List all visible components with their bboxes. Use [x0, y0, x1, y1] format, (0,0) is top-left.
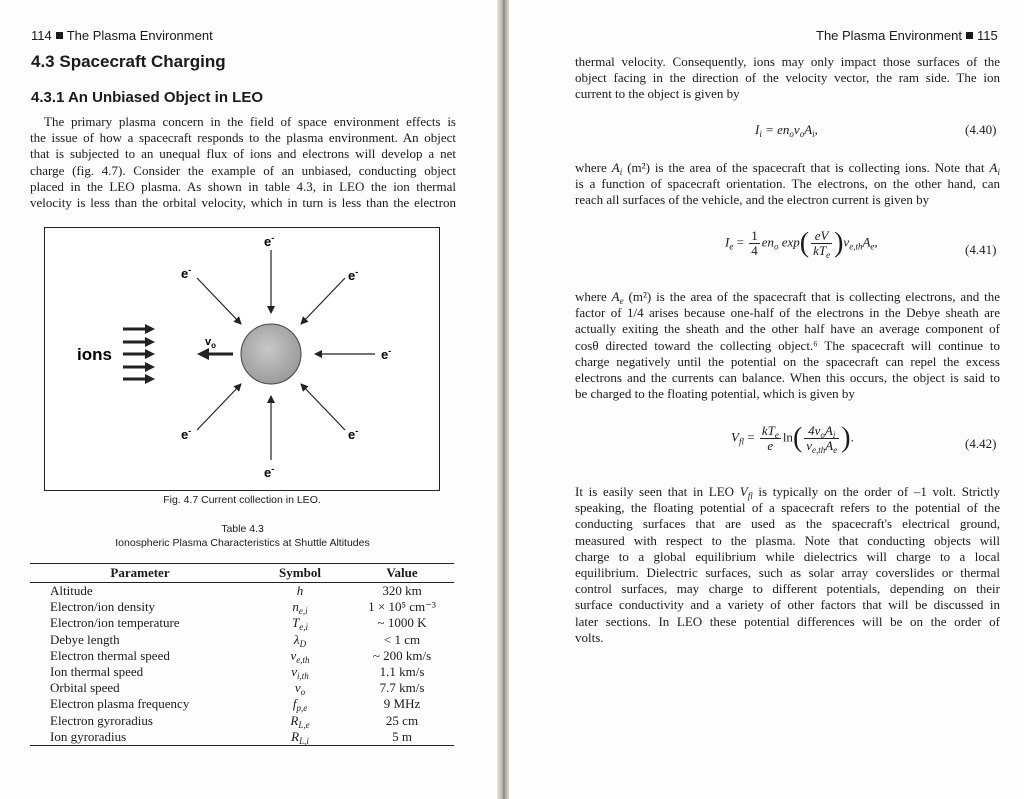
text-line: object facing in the direction of the velocity vector, the ram side. The ion	[575, 70, 1000, 86]
table-row	[30, 615, 454, 631]
parameter-cell: Debye length	[50, 631, 120, 647]
text-line: charge to a global equilibrium while dielectrics will charge to a local	[575, 548, 1000, 564]
electron-arrow-bottom-left	[197, 384, 241, 430]
column-header: Value	[350, 564, 454, 583]
value-cell: ~ 200 km/s	[372, 647, 432, 663]
electron-label-top: e-	[264, 233, 275, 249]
equation-number: (4.42)	[965, 436, 997, 451]
value-cell: 9 MHz	[383, 696, 421, 712]
paragraph-1	[575, 54, 1000, 103]
symbol-cell: $n_{e,i}$	[292, 599, 308, 617]
symbol-cell: $v_{e,th}$	[290, 647, 310, 665]
table-row	[30, 664, 454, 680]
text-line: placed in the LEO plasma. As shown in table 4.3, in LEO the ion thermal	[30, 178, 456, 194]
current-collection-diagram	[45, 228, 439, 490]
text-line: reach all surfaces of the vehicle, and the electron current is given by	[575, 192, 930, 208]
table-body	[30, 583, 454, 746]
equation-number: (4.41)	[965, 242, 997, 257]
figure-caption: Fig. 4.7 Current collection in LEO.	[163, 494, 321, 506]
paragraph-3	[575, 289, 1000, 402]
text-line: speaking, the floating potential of a spacecraft refers to the potential of the	[575, 500, 1000, 516]
velocity-arrow-head	[197, 348, 209, 360]
text-line: electrons and the currents can balance. When this occurs, the object is said to	[575, 369, 1000, 385]
figure-current-collection	[44, 227, 440, 491]
symbol-cell: $v_o$	[294, 680, 306, 698]
symbol-cell: $T_{e,i}$	[292, 615, 308, 633]
section-heading: 4.3 Spacecraft Charging	[31, 52, 226, 71]
ions-label: ions	[77, 345, 112, 364]
text-line: charge (fig. 4.7). Consider the example of an unbiased, conducting object	[30, 162, 456, 178]
text-line: current to the object is given by	[575, 86, 740, 102]
text-line: charge negatively until the potential on the spacecraft can repel the excess	[575, 353, 1000, 369]
velocity-label: $v_o$	[205, 336, 217, 350]
electron-label-bottom-right: e-	[348, 426, 359, 442]
parameter-cell: Electron gyroradius	[50, 712, 153, 728]
value-cell: 25 cm	[385, 712, 419, 728]
text-line: control surfaces, may charge to different potentials, depending on their	[575, 581, 1000, 597]
table-row	[30, 696, 454, 712]
text-line: the issue of how a spacecraft responds to the plasma environment. An object	[30, 130, 456, 146]
symbol-cell: $v_{i,th}$	[291, 664, 309, 682]
square-bullet-icon	[966, 32, 973, 39]
table-row	[30, 599, 454, 615]
equation-number: (4.40)	[965, 122, 997, 137]
left-running-title: The Plasma Environment	[66, 28, 213, 43]
right-page-number: 115	[976, 28, 998, 43]
parameter-cell: Electron plasma frequency	[50, 696, 190, 712]
parameter-cell: Electron thermal speed	[50, 647, 170, 663]
equation-4-40: $I_i = en_ov_oA_i$,	[755, 122, 818, 139]
parameter-cell: Orbital speed	[50, 680, 120, 696]
electron-arrow-bottom-right	[301, 384, 345, 430]
text-line: The primary plasma concern in the field of space environment effects is	[44, 114, 456, 129]
parameter-cell: Altitude	[50, 583, 93, 598]
ion-arrows	[123, 324, 155, 384]
left-page	[0, 0, 499, 799]
symbol-cell: $f_{p,e}$	[292, 696, 308, 714]
text-line: is a function of spacecraft orientation. The electrons, on the other hand, can	[575, 176, 1000, 192]
electron-label-bottom: e-	[264, 464, 275, 480]
value-cell: < 1 cm	[383, 631, 421, 647]
text-line: be charged to the floating potential, which is given by	[575, 386, 855, 402]
electron-label-top-right: e-	[348, 267, 359, 283]
text-line: cosθ directed toward the collecting object.⁶ The spacecraft will continue to	[575, 337, 1000, 353]
table-row	[30, 729, 454, 746]
table-row	[30, 648, 454, 664]
value-cell: 1.1 km/s	[379, 664, 425, 680]
right-running-title: The Plasma Environment	[816, 28, 962, 43]
table-label: Table 4.3	[221, 523, 264, 535]
paragraph-4	[575, 484, 1000, 646]
value-cell: 7.7 km/s	[379, 680, 425, 696]
left-page-number: 114	[31, 28, 52, 43]
text-line: actually exiting the sheath and the other half have an average component of	[575, 321, 1000, 337]
electron-label-top-left: e-	[181, 265, 192, 281]
text-line: where $A_e$ (m²) is the area of the spacecraft that is collecting electrons, and the	[575, 289, 1000, 306]
text-line: that is subjected to an unequal flux of ions and electrons will develop a net	[30, 146, 456, 162]
table-row	[30, 632, 454, 648]
text-line: surface conductivity and a variety of other factors that will be discussed in	[575, 597, 1000, 613]
column-header: Parameter	[30, 564, 250, 583]
parameter-cell: Ion thermal speed	[50, 664, 144, 680]
square-bullet-icon	[56, 32, 63, 39]
text-line: measured with respect to the plasma. Note that conducting objects will	[575, 532, 1000, 548]
spacecraft-sphere	[241, 324, 301, 384]
intro-paragraph	[30, 114, 456, 211]
subsection-heading: 4.3.1 An Unbiased Object in LEO	[31, 89, 263, 106]
symbol-cell: $R_{L,i}$	[250, 729, 350, 746]
table-row	[30, 583, 454, 600]
value-cell: 5 m	[350, 729, 454, 746]
text-line: factor of 1/4 arises because one-half of the electrons in the Debye sheath are	[575, 305, 1000, 321]
symbol-cell: h	[296, 583, 304, 598]
value-cell: ~ 1000 K	[377, 615, 427, 631]
column-header: Symbol	[250, 564, 350, 583]
left-running-head	[31, 28, 213, 43]
table-row	[30, 680, 454, 696]
electron-label-right: e-	[381, 346, 392, 362]
electron-label-bottom-left: e-	[181, 426, 192, 442]
plasma-characteristics-table	[30, 563, 454, 746]
table-row	[30, 713, 454, 729]
text-line: conducting surfaces that are used as the spacecraft's electrical ground,	[575, 516, 1000, 532]
text-line: thermal velocity. Consequently, ions may only impact those surfaces of the	[575, 54, 1000, 69]
text-line: where $A_i$ (m²) is the area of the spacecraft that is collecting ions. Note that $A_i$	[575, 160, 1001, 177]
equation-4-41: $I_e$ = $\frac{1}{4}$ $en_o$ exp( $\frac{eV}{kT_e}$ )$v_{e,th}A_e$,	[725, 227, 878, 260]
value-cell: 1 × 10⁵ cm⁻³	[368, 599, 436, 615]
text-line: It is easily seen that in LEO $V_{fl}$ is typically on the order of –1 volt. Strictly	[575, 484, 1000, 501]
right-running-head	[816, 28, 998, 43]
electron-arrow-top-right	[301, 278, 345, 324]
symbol-cell: $R_{L,e}$	[290, 712, 310, 730]
table-caption: Ionospheric Plasma Characteristics at Shuttle Altitudes	[115, 537, 370, 549]
electron-arrow-top-left	[197, 278, 241, 324]
paragraph-2	[575, 160, 1000, 209]
table-header-row	[30, 564, 454, 583]
equation-4-42: $V_{fl}$ = $\frac{kT_e}{e}$ ln( $\frac{4v_oA_i}{v_{e,th}A_e}$ ).	[731, 422, 854, 455]
parameter-cell: Ion gyroradius	[30, 729, 250, 746]
parameter-cell: Electron/ion temperature	[50, 615, 180, 631]
value-cell: 320 km	[382, 583, 422, 598]
text-line: equilibrium. Dielectric surfaces, such as solar array coverslides or thermal	[575, 564, 1000, 580]
parameter-cell: Electron/ion density	[50, 599, 156, 615]
symbol-cell: $\lambda_D$	[293, 631, 307, 649]
text-line: velocity is less than the orbital velocity, which in turn is less than the electron	[30, 194, 456, 210]
text-line: volts.	[575, 629, 604, 645]
text-line: later sections. In LEO these potential differences will be on the order of	[575, 613, 1000, 629]
